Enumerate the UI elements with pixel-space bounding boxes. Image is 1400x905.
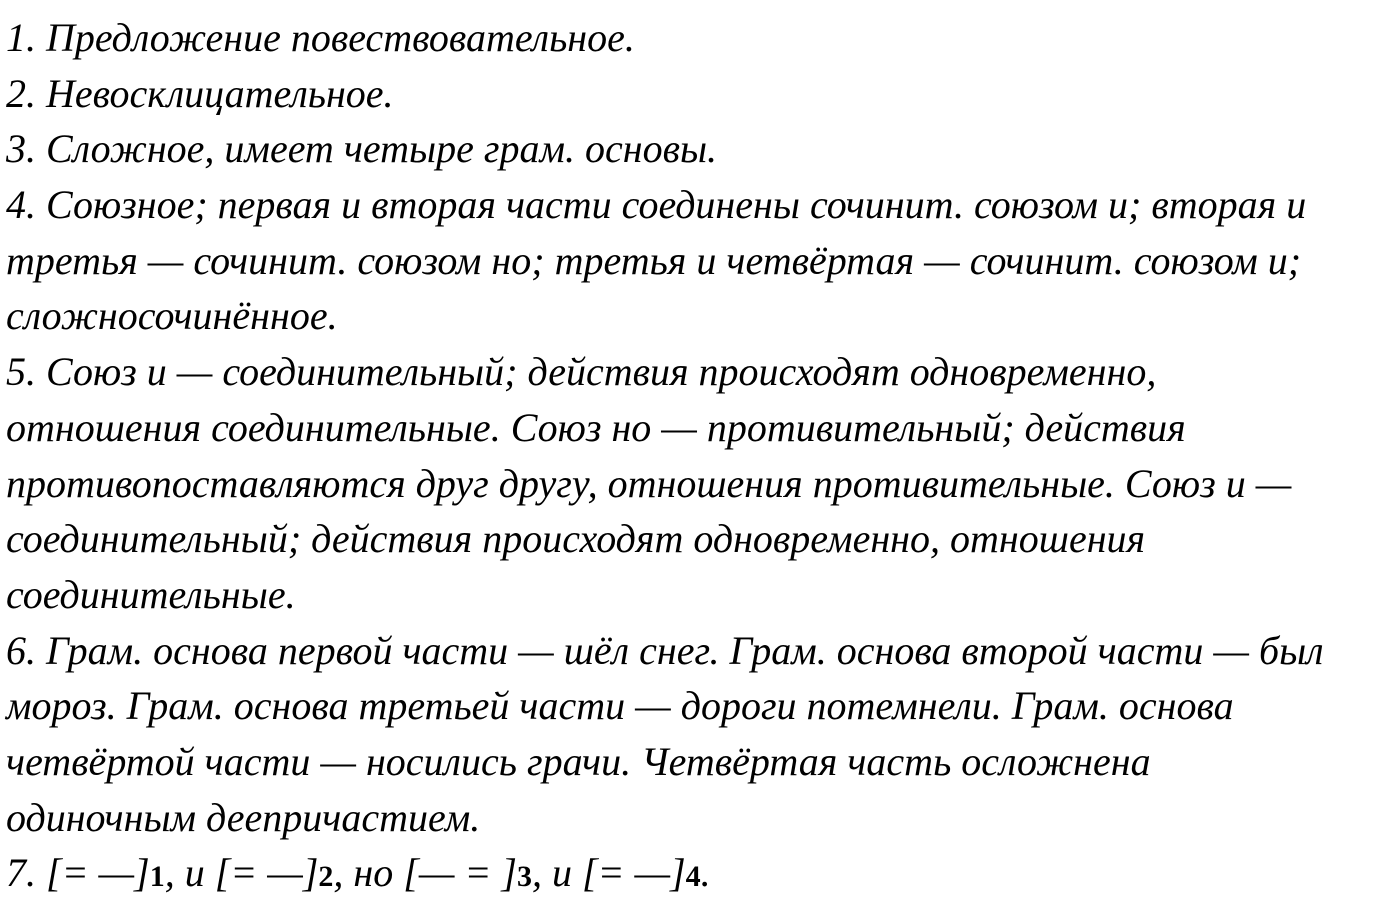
answer-line: мороз. Грам. основа третьей части — дороги потемнели. Грам. основа (6, 683, 1234, 729)
answer-line: 4. Союзное; первая и вторая части соединены сочинит. союзом и; вторая и (6, 182, 1307, 228)
answer-5 (6, 344, 1394, 622)
answer-1 (6, 10, 1394, 66)
scheme-bracket: [= —] (214, 850, 319, 896)
scheme-separator: , но (333, 850, 404, 896)
scheme-line (6, 845, 1394, 901)
answer-line: 5. Союз и — соединительный; действия происходят одновременно, (6, 349, 1157, 395)
answer-line: третья — сочинит. союзом но; третья и четвёртая — сочинит. союзом и; (6, 237, 1302, 283)
answer-7-scheme (6, 845, 1394, 901)
answer-line: 3. Сложное, имеет четыре грам. основы. (6, 126, 718, 172)
scheme-part-number: 4 (685, 860, 701, 894)
answer-2 (6, 66, 1394, 122)
answer-line: 6. Грам. основа первой части — шёл снег. Грам. основа второй части — был (6, 627, 1324, 673)
scheme-separator: , и (164, 850, 215, 896)
answer-line: 1. Предложение повествовательное. (6, 15, 635, 60)
answer-line: противопоставляются друг другу, отношения противительные. Союз и — (6, 460, 1292, 506)
scheme-separator: . (700, 850, 711, 896)
scheme-part-number: 3 (516, 860, 532, 894)
scheme-bracket: [= —] (46, 850, 150, 896)
answer-line: отношения соединительные. Союз но — противительный; действия (6, 404, 1186, 450)
answer-line: соединительные. (6, 571, 296, 617)
answer-line: соединительный; действия происходят одновременно, отношения (6, 516, 1146, 562)
scheme-separator: , и (531, 850, 582, 896)
answer-line: четвёртой части — носились грачи. Четвёртая часть осложнена (6, 738, 1151, 784)
scheme-part-number: 2 (318, 860, 334, 894)
answer-line: сложносочинённое. (6, 293, 338, 339)
scheme-bracket: [= —] (581, 850, 686, 896)
scheme-bracket: [— = ] (403, 850, 517, 896)
answer-line: одиночным деепричастием. (6, 794, 481, 840)
answer-6 (6, 623, 1394, 846)
scheme-part-number: 1 (149, 860, 165, 894)
answer-4 (6, 177, 1394, 344)
answer-3 (6, 121, 1394, 177)
answer-line: 2. Невосклицательное. (6, 70, 394, 116)
scheme-prefix: 7. (6, 850, 46, 896)
